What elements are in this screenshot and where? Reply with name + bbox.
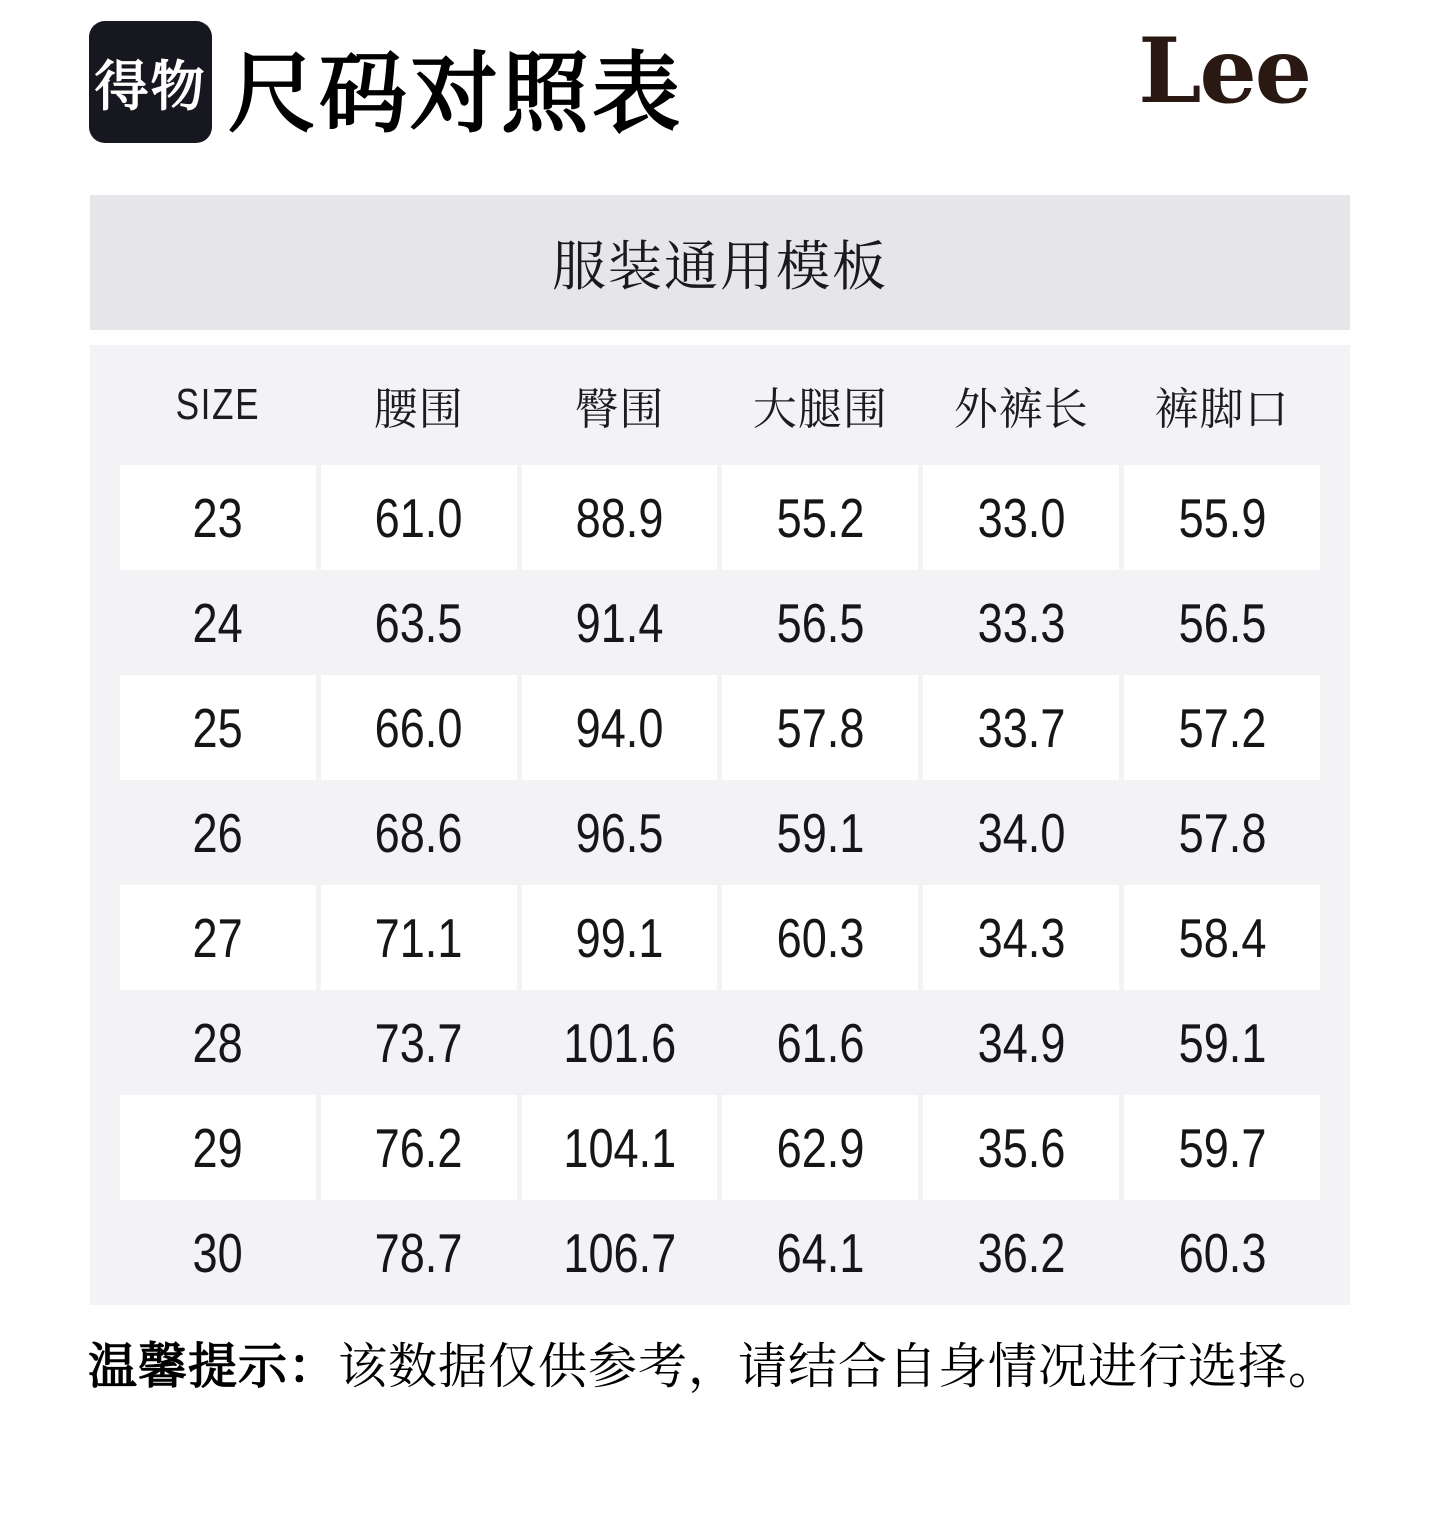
table-cell: 60.3: [722, 885, 918, 990]
table-cell: 94.0: [522, 675, 718, 780]
column-header-waist: 腰围: [373, 385, 464, 434]
table-cell: 91.4: [575, 591, 664, 654]
table-cell: 26: [192, 801, 243, 864]
note-label: 温馨提示：: [88, 1340, 339, 1394]
table-body: [90, 465, 1350, 1305]
table-cell: 99.1: [522, 885, 718, 990]
table-cell: 57.2: [1124, 675, 1320, 780]
table-row: [90, 780, 1350, 885]
table-cell: 61.0: [321, 465, 517, 570]
table-cell: 35.6: [923, 1095, 1119, 1200]
dewu-logo-text: 得物: [94, 56, 207, 117]
note-text: 该数据仅供参考，请结合自身情况进行选择。: [338, 1340, 1339, 1394]
table-cell: 59.1: [776, 801, 865, 864]
table-cell: 27: [120, 885, 316, 990]
table-cell: 71.1: [321, 885, 517, 990]
table-header-row: [90, 345, 1350, 465]
table-cell: 63.5: [374, 591, 463, 654]
table-cell: 30: [192, 1221, 243, 1284]
table-cell: 28: [192, 1011, 243, 1074]
column-header-leg-opening: 裤脚口: [1154, 385, 1290, 434]
table-cell: 64.1: [776, 1221, 865, 1284]
table-cell: 57.8: [722, 675, 918, 780]
table-cell: 76.2: [321, 1095, 517, 1200]
table-cell: 59.1: [1178, 1011, 1266, 1074]
table-cell: 68.6: [374, 801, 463, 864]
template-bar-label: 服装通用模板: [552, 237, 888, 297]
table-row: [90, 1095, 1350, 1200]
table-cell: 96.5: [575, 801, 664, 864]
table-cell: 61.6: [776, 1011, 865, 1074]
table-cell: 106.7: [563, 1221, 677, 1284]
size-table: [90, 345, 1350, 1305]
table-cell: 34.9: [977, 1011, 1066, 1074]
table-row: [90, 1200, 1350, 1305]
table-row: [90, 675, 1350, 780]
table-row: [90, 990, 1350, 1095]
table-cell: 36.2: [977, 1221, 1066, 1284]
table-cell: 34.3: [923, 885, 1119, 990]
table-cell: 56.5: [1178, 591, 1266, 654]
table-cell: 78.7: [374, 1221, 463, 1284]
table-cell: 55.9: [1124, 465, 1320, 570]
page-title: 尺码对照表: [228, 44, 684, 143]
column-header-size: SIZE: [175, 380, 261, 429]
table-cell: 101.6: [563, 1011, 677, 1074]
column-header-outseam: 外裤长: [953, 385, 1089, 434]
table-cell: 23: [120, 465, 316, 570]
note: [88, 1328, 1338, 1398]
column-header-thigh: 大腿围: [752, 385, 888, 434]
table-cell: 33.3: [977, 591, 1066, 654]
table-cell: 56.5: [776, 591, 865, 654]
table-cell: 55.2: [722, 465, 918, 570]
table-cell: 62.9: [722, 1095, 918, 1200]
table-cell: 60.3: [1178, 1221, 1266, 1284]
table-row: [90, 465, 1350, 570]
table-cell: 25: [120, 675, 316, 780]
template-bar: [90, 195, 1350, 330]
table-cell: 24: [192, 591, 243, 654]
table-cell: 88.9: [522, 465, 718, 570]
column-header-hip: 臀围: [574, 385, 665, 434]
table-cell: 58.4: [1124, 885, 1320, 990]
table-cell: 73.7: [374, 1011, 463, 1074]
table-cell: 29: [120, 1095, 316, 1200]
table-cell: 34.0: [977, 801, 1066, 864]
table-cell: 66.0: [321, 675, 517, 780]
table-row: [90, 570, 1350, 675]
table-cell: 57.8: [1178, 801, 1266, 864]
dewu-logo: [89, 21, 212, 143]
lee-brand-logo: Lee: [1138, 18, 1310, 124]
table-cell: 104.1: [522, 1095, 718, 1200]
table-row: [90, 885, 1350, 990]
table-cell: 33.0: [923, 465, 1119, 570]
table-cell: 59.7: [1124, 1095, 1320, 1200]
table-cell: 33.7: [923, 675, 1119, 780]
